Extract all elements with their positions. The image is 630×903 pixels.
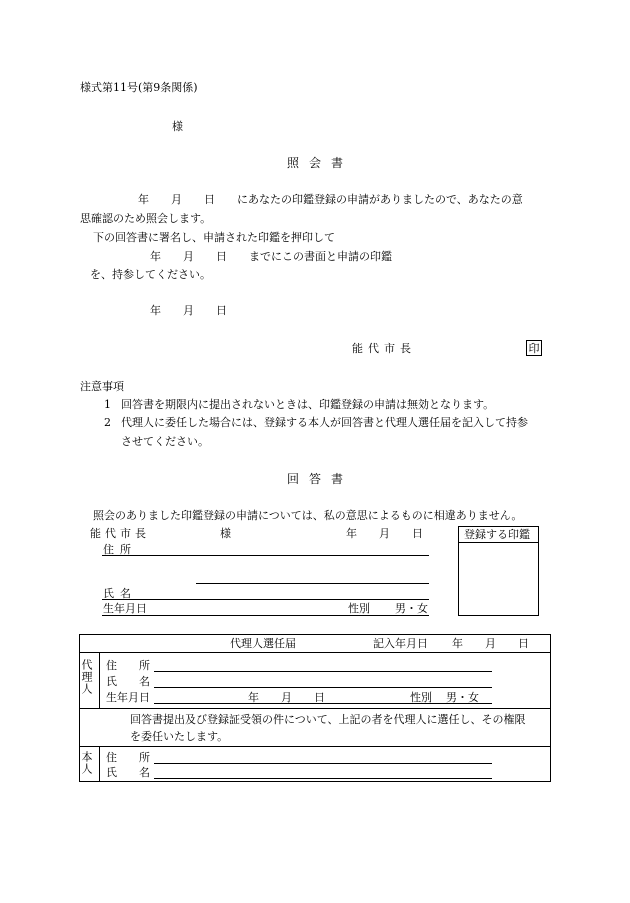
- proxy-row-divider-2: [79, 746, 551, 747]
- answer-sex-label: 性別: [348, 602, 370, 615]
- proxy-dob-date: 年 月 日: [248, 691, 325, 704]
- note-1-number: 1: [104, 398, 111, 411]
- answer-name-line[interactable]: [102, 599, 429, 600]
- note-1-text: 回答書を期限内に提出されないときは、印鑑登録の申請は無効となります。: [121, 398, 495, 411]
- proxy-date: 年 月 日: [452, 637, 529, 650]
- proxy-title: 代理人選任届: [230, 637, 296, 650]
- answer-address-label: 住所: [103, 543, 137, 556]
- proxy-name-label: 氏 名: [106, 675, 150, 688]
- issuer-name: 能代市長: [352, 342, 416, 355]
- answer-to: 能代市長: [90, 527, 150, 540]
- form-number: 様式第11号(第9条関係): [80, 81, 198, 94]
- proxy-name-line[interactable]: [154, 687, 492, 688]
- inquiry-line-2: 思確認のため照会します。: [80, 212, 212, 225]
- answer-address-line-2[interactable]: [196, 583, 429, 584]
- delegation-line-1: 回答書提出及び登録証受領の件について、上記の者を代理人に選任し、その権限: [130, 713, 526, 726]
- principal-name-label: 氏 名: [106, 766, 150, 779]
- proxy-date-label: 記入年月日: [373, 637, 428, 650]
- answer-statement: 照会のありました印鑑登録の申請については、私の意思によるものに相違ありません。: [93, 509, 523, 522]
- notes-heading: 注意事項: [80, 380, 124, 393]
- proxy-sex-label: 性別: [410, 691, 432, 704]
- seal-box-label: 登録する印鑑: [464, 528, 530, 541]
- principal-name-line[interactable]: [154, 778, 492, 779]
- answer-sex-options[interactable]: 男・女: [395, 602, 428, 615]
- inquiry-title: 照会書: [287, 156, 354, 170]
- addressee-suffix: 様: [172, 120, 183, 133]
- issuer-seal: 印: [526, 340, 542, 356]
- inquiry-line-4: 年 月 日 までにこの書面と申請の印鑑: [150, 250, 392, 263]
- note-2-text-cont: させてください。: [121, 435, 209, 448]
- inquiry-date: 年 月 日: [150, 304, 227, 317]
- proxy-row-divider-1: [79, 708, 551, 709]
- inquiry-line-1: 年 月 日 にあなたの印鑑登録の申請がありましたので、あなたの意: [138, 193, 523, 206]
- proxy-dob-line[interactable]: [154, 703, 492, 704]
- answer-name-label: 氏名: [103, 587, 137, 600]
- answer-title: 回答書: [287, 472, 354, 486]
- proxy-header-divider: [79, 652, 551, 653]
- note-2-text: 代理人に委任した場合には、登録する本人が回答書と代理人選任届を記入して持参: [121, 416, 528, 429]
- inquiry-line-3: 下の回答書に署名し、申請された印鑑を押印して: [93, 231, 335, 244]
- answer-date: 年 月 日: [346, 527, 423, 540]
- seal-box-divider: [458, 542, 539, 543]
- proxy-side-divider: [99, 652, 100, 708]
- proxy-address-line[interactable]: [154, 671, 492, 672]
- proxy-address-label: 住 所: [106, 659, 150, 672]
- proxy-dob-label: 生年月日: [106, 691, 150, 704]
- principal-side-label: 本人: [80, 751, 93, 775]
- note-2-number: 2: [104, 416, 111, 429]
- principal-side-divider: [99, 746, 100, 782]
- answer-dob-label: 生年月日: [103, 602, 147, 615]
- proxy-side-label: 代理人: [80, 659, 93, 695]
- proxy-sex-options[interactable]: 男・女: [446, 691, 479, 704]
- principal-address-line[interactable]: [154, 763, 492, 764]
- answer-dob-line[interactable]: [102, 615, 429, 616]
- inquiry-line-5: を、持参してください。: [90, 268, 211, 281]
- principal-address-label: 住 所: [106, 751, 150, 764]
- answer-address-line[interactable]: [102, 555, 429, 556]
- delegation-line-2: を委任いたします。: [130, 730, 229, 743]
- answer-sama: 様: [220, 527, 231, 540]
